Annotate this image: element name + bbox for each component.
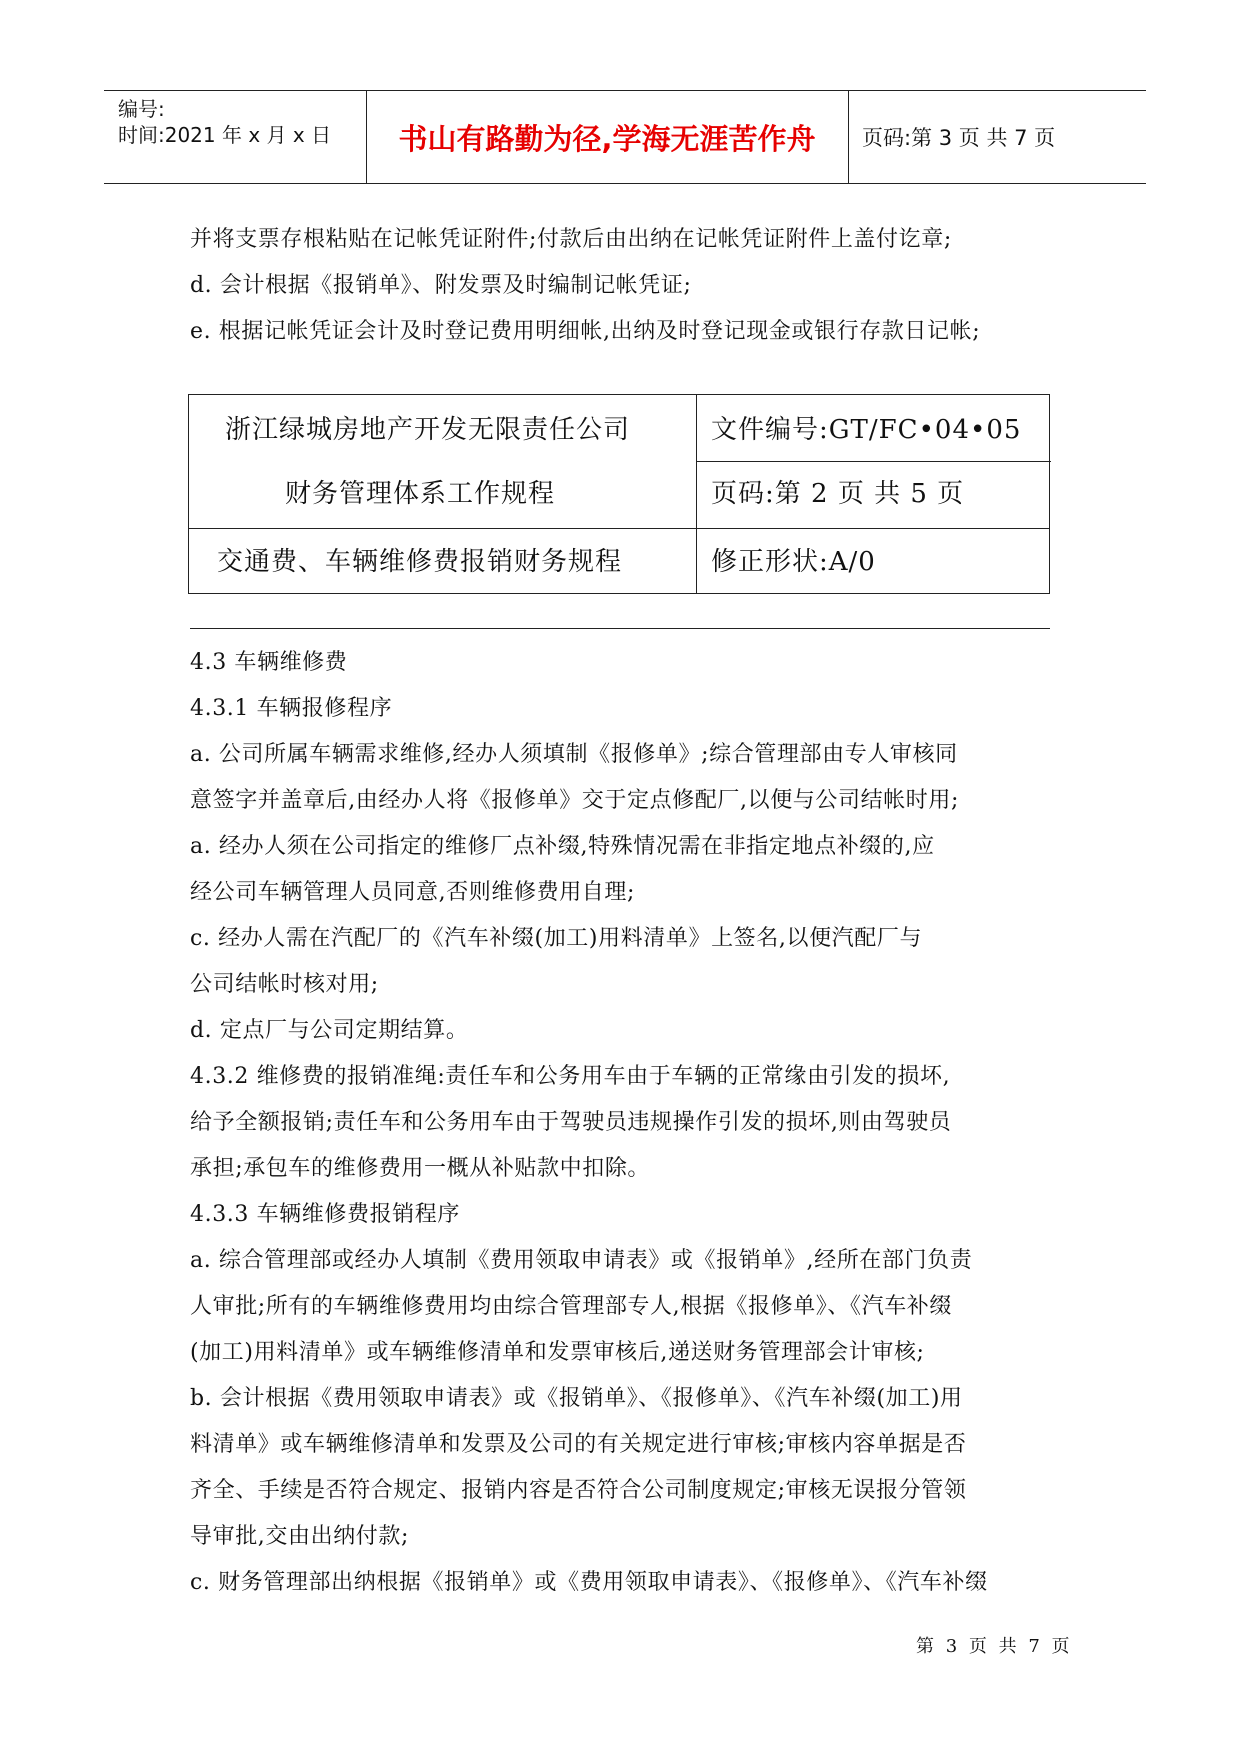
table-divider: [696, 461, 1051, 462]
intro-line: d. 会计根据《报销单》、附发票及时编制记帐凭证;: [190, 273, 692, 298]
file-number: 文件编号:GT/FC•04•05: [711, 415, 1022, 445]
page-footer: 第 3 页 共 7 页: [916, 1636, 1073, 1657]
content-line: 人审批;所有的车辆维修费用均由综合管理部专人,根据《报修单》、《汽车补缀: [190, 1294, 953, 1319]
content-line: 意签字并盖章后,由经办人将《报修单》交于定点修配厂,以便与公司结帐时用;: [190, 788, 960, 813]
content-line: a. 综合管理部或经办人填制《费用领取申请表》或《报销单》,经所在部门负责: [190, 1248, 973, 1273]
page-header: [104, 90, 1146, 184]
procedure-title: 交通费、车辆维修费报销财务规程: [217, 547, 623, 577]
content-line: 经公司车辆管理人员同意,否则维修费用自理;: [190, 880, 636, 905]
section-heading: 4.3 车辆维修费: [190, 650, 348, 675]
header-number-label: 编号:: [118, 97, 165, 121]
document-title: 财务管理体系工作规程: [285, 479, 556, 509]
company-name: 浙江绿城房地产开发无限责任公司: [225, 415, 631, 445]
header-page-label: 页码:第 3 页 共 7 页: [862, 126, 1056, 150]
subsection-heading: 4.3.3 车辆维修费报销程序: [190, 1202, 460, 1227]
revision-status: 修正形状:A/0: [711, 547, 876, 577]
content-line: 齐全、手续是否符合规定、报销内容是否符合公司制度规定;审核无误报分管领: [190, 1478, 967, 1503]
content-line: c. 经办人需在汽配厂的《汽车补缀(加工)用料清单》上签名,以便汽配厂与: [190, 926, 923, 951]
table-divider: [189, 528, 1049, 529]
header-meta-cell: [104, 91, 367, 183]
intro-line: e. 根据记帐凭证会计及时登记费用明细帐,出纳及时登记现金或银行存款日记帐;: [190, 319, 981, 344]
table-divider: [696, 395, 697, 593]
content-line: 料清单》或车辆维修清单和发票及公司的有关规定进行审核;审核内容单据是否: [190, 1432, 967, 1457]
section-divider: [190, 628, 1050, 629]
content-line: a. 公司所属车辆需求维修,经办人须填制《报修单》;综合管理部由专人审核同: [190, 742, 958, 767]
content-line: c. 财务管理部出纳根据《报销单》或《费用领取申请表》、《报修单》、《汽车补缀: [190, 1570, 988, 1595]
subsection-heading: 4.3.1 车辆报修程序: [190, 696, 393, 721]
header-motto: 书山有路勤为径,学海无涯苦作舟: [366, 91, 849, 183]
intro-line: 并将支票存根粘贴在记帐凭证附件;付款后由出纳在记帐凭证附件上盖付讫章;: [190, 227, 952, 252]
content-line: 公司结帐时核对用;: [190, 972, 379, 997]
content-line: d. 定点厂与公司定期结算。: [190, 1018, 469, 1043]
content-line: 给予全额报销;责任车和公务用车由于驾驶员违规操作引发的损坏,则由驾驶员: [190, 1110, 952, 1135]
content-line: 4.3.2 维修费的报销准绳:责任车和公务用车由于车辆的正常缘由引发的损坏,: [190, 1064, 951, 1089]
header-time-label: 时间:2021 年 x 月 x 日: [118, 123, 332, 147]
table-page-number: 页码:第 2 页 共 5 页: [711, 479, 965, 509]
content-line: (加工)用料清单》或车辆维修清单和发票审核后,递送财务管理部会计审核;: [190, 1340, 925, 1365]
content-line: b. 会计根据《费用领取申请表》或《报销单》、《报修单》、《汽车补缀(加工)用: [190, 1386, 963, 1411]
content-line: 承担;承包车的维修费用一概从补贴款中扣除。: [190, 1156, 651, 1181]
content-line: 导审批,交由出纳付款;: [190, 1524, 410, 1549]
content-line: a. 经办人须在公司指定的维修厂点补缀,特殊情况需在非指定地点补缀的,应: [190, 834, 935, 859]
document-info-table: [188, 394, 1050, 594]
